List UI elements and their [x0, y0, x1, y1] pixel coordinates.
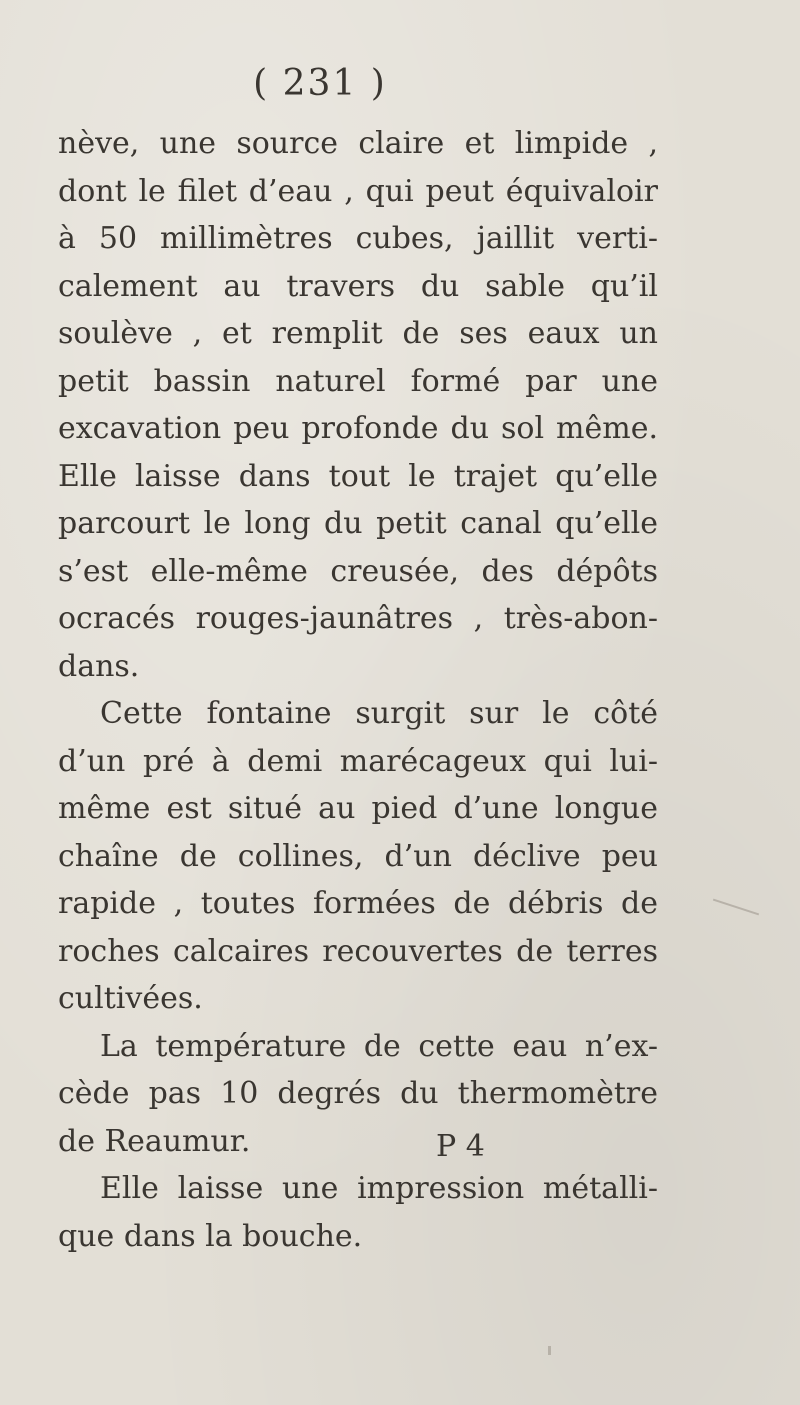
body-text	[58, 120, 658, 1260]
text-line: soulève , et remplit de ses eaux un	[58, 316, 658, 351]
text-line: roches calcaires recouvertes de terres	[58, 933, 658, 969]
text-line: chaîne de collines, d’un déclive peu	[58, 838, 658, 874]
paper-blemish	[713, 899, 759, 916]
text-line: s’est elle-même creusée, des dépôts	[58, 553, 658, 589]
text-line: même est situé au pied d’une longue	[58, 791, 658, 826]
text-line: nève, une source claire et limpide ,	[58, 126, 658, 161]
text-line: ocracés rouges-jaunâtres , très-abon-	[58, 601, 658, 636]
text-line: de Reaumur.	[58, 1123, 251, 1159]
text-line: dont le filet d’eau , qui peut équivaloir	[58, 173, 658, 209]
text-line: excavation peu profonde du sol même.	[58, 411, 658, 446]
text-line: parcourt le long du petit canal qu’elle	[58, 506, 658, 541]
text-line: d’un pré à demi marécageux qui lui-	[58, 743, 658, 779]
text-line: cède pas 10 degrés du thermomètre	[58, 1076, 658, 1111]
text-line: petit bassin naturel formé par une	[58, 363, 658, 399]
page-number-header: ( 231 )	[253, 63, 387, 104]
text-line: Elle laisse dans tout le trajet qu’elle	[58, 458, 658, 494]
text-line: que dans la bouche.	[58, 1218, 363, 1254]
text-line: rapide , toutes formées de débris de	[58, 886, 658, 921]
text-line: Cette fontaine surgit sur le côté	[100, 696, 658, 731]
text-line: calement au travers du sable qu’il	[58, 268, 658, 304]
paper-blemish	[548, 1346, 551, 1355]
text-line: cultivées.	[58, 981, 203, 1016]
text-line: Elle laisse une impression métalli-	[100, 1171, 658, 1206]
text-line: La température de cette eau n’ex-	[100, 1028, 658, 1064]
text-line: à 50 millimètres cubes, jaillit verti-	[58, 221, 658, 256]
text-line: dans.	[58, 648, 140, 684]
signature-mark: P 4	[436, 1129, 485, 1164]
